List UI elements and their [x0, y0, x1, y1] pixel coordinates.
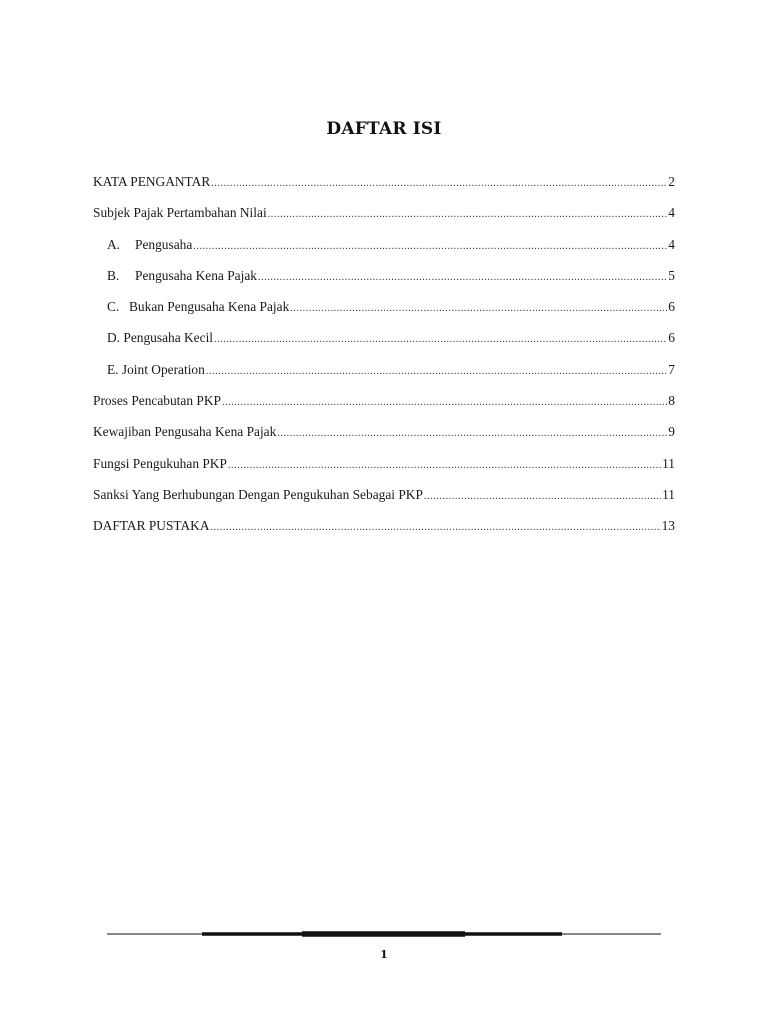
toc-leader-dots [228, 456, 661, 476]
table-of-contents [93, 172, 675, 548]
toc-entry-joint-operation[interactable] [93, 360, 675, 391]
toc-leader-dots [214, 330, 667, 350]
toc-leader-dots [206, 362, 667, 382]
toc-entry-label: Kewajiban Pengusaha Kena Pajak [93, 424, 277, 440]
toc-entry-label: Pengusaha [135, 236, 193, 252]
toc-leader-dots [193, 237, 667, 257]
toc-leader-dots [277, 424, 667, 444]
toc-entry-marker: E. [107, 361, 119, 377]
toc-entry-page: 5 [668, 267, 675, 283]
toc-entry-page: 8 [668, 393, 675, 409]
toc-entry-page: 11 [662, 486, 675, 502]
toc-entry-kewajiban[interactable] [93, 422, 675, 453]
page-number: 1 [380, 948, 388, 961]
toc-entry-page: 4 [668, 205, 675, 221]
toc-entry-marker: C. [107, 299, 120, 315]
toc-entry-marker: A. [107, 236, 121, 252]
toc-leader-dots [222, 393, 667, 413]
toc-entry-page: 2 [668, 174, 675, 189]
toc-entry-marker: D. [107, 330, 121, 346]
toc-entry-label: DAFTAR PUSTAKA [93, 518, 210, 534]
toc-entry-label: KATA PENGANTAR [93, 174, 211, 189]
toc-entry-label: Bukan Pengusaha Kena Pajak [129, 299, 290, 315]
toc-leader-dots [268, 205, 668, 225]
toc-leader-dots [258, 268, 667, 288]
footer-divider [107, 930, 661, 938]
toc-entry-page: 11 [662, 455, 675, 471]
toc-entry-page: 13 [661, 518, 675, 534]
toc-entry-label: Pengusaha Kena Pajak [135, 267, 257, 283]
toc-entry-fungsi-pengukuhan[interactable] [93, 454, 675, 485]
toc-leader-dots [211, 518, 661, 538]
toc-entry-page: 9 [668, 424, 675, 440]
toc-entry-label: Sanksi Yang Berhubungan Dengan Pengukuhan Sebagai PKP [93, 486, 423, 502]
toc-entry-bukan-pengusaha-kena-pajak[interactable] [93, 297, 675, 328]
toc-entry-page: 4 [668, 236, 675, 252]
toc-entry-pengusaha-kena-pajak[interactable] [93, 266, 675, 297]
toc-entry-proses-pencabutan[interactable] [93, 391, 675, 422]
toc-entry-label: Subjek Pajak Pertambahan Nilai [93, 205, 267, 221]
toc-leader-dots [424, 487, 661, 507]
toc-entry-label: Fungsi Pengukuhan PKP [93, 455, 227, 471]
toc-entry-pengusaha-kecil[interactable] [93, 328, 675, 359]
toc-entry-pengusaha[interactable] [93, 235, 675, 266]
toc-entry-label: Proses Pencabutan PKP [93, 393, 221, 409]
toc-entry-kata-pengantar[interactable] [93, 172, 675, 203]
toc-entry-subjek-pajak[interactable] [93, 203, 675, 234]
toc-entry-page: 6 [668, 330, 675, 346]
toc-entry-label: Joint Operation [121, 361, 205, 377]
toc-entry-page: 7 [668, 361, 675, 377]
toc-entry-page: 6 [668, 299, 675, 315]
toc-leader-dots [211, 174, 667, 194]
toc-entry-sanksi[interactable] [93, 485, 675, 516]
page-title: DAFTAR ISI [326, 119, 442, 139]
toc-entry-label: Pengusaha Kecil [123, 330, 214, 346]
toc-entry-marker: B. [107, 267, 120, 283]
toc-leader-dots [290, 299, 667, 319]
toc-entry-daftar-pustaka[interactable] [93, 516, 675, 547]
